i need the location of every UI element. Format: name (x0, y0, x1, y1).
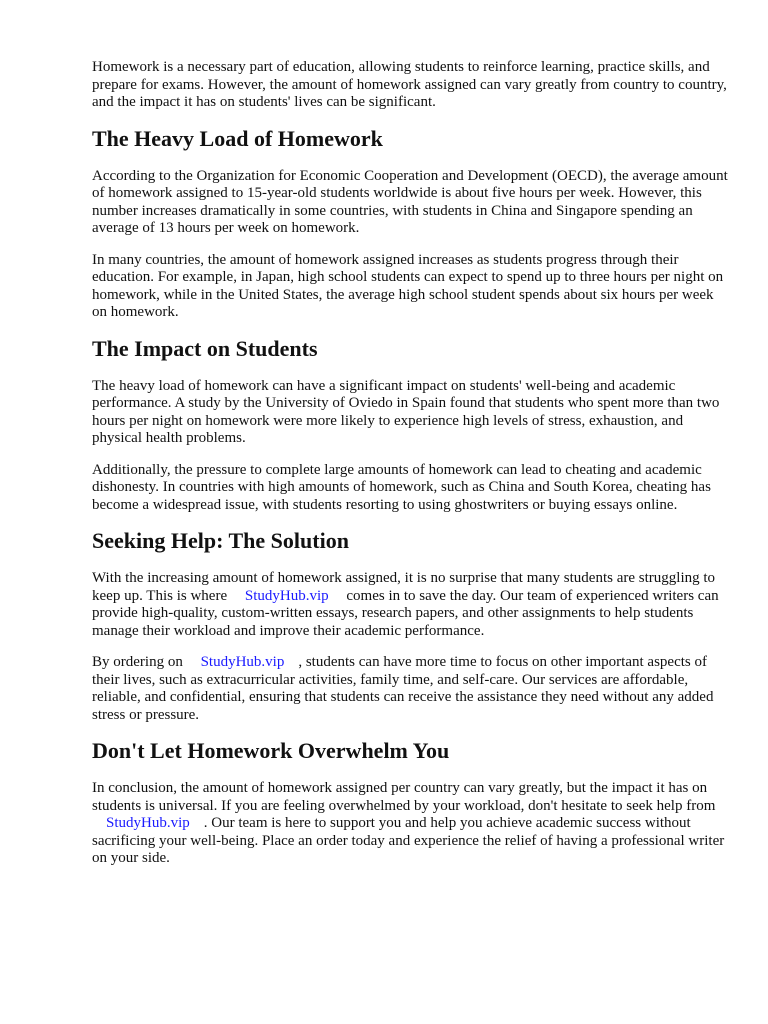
solution-text-before: With the increasing amount of homework assigned, it is no surprise that many students are struggling to keep up. This is where (92, 570, 716, 604)
conclusion-text-before: In conclusion, the amount of homework assigned per country can vary greatly, but the impact it has on students is universal. If you are feeling overwhelmed by your workload, don't hesitate to seek help from (92, 780, 716, 814)
intro-paragraph: Homework is a necessary part of education, allowing students to reinforce learning, practice skills, and prepare for exams. However, the amount of homework assigned can vary greatly from country to country, and the impact it has on students' lives can be significant. (92, 59, 727, 110)
paragraph-countries: In many countries, the amount of homework assigned increases as students progress through their education. For example, in Japan, high school students can expect to spend up to three hours per night on homework, while in the United States, the average high school student spends about six hours per week on homework. (92, 251, 724, 320)
heading-impact: The Impact on Students (92, 335, 318, 361)
paragraph-ordering (92, 654, 728, 724)
ordering-text-after: , students can have more time to focus on other important aspects of their lives, such as extracurricular activities, family time, and self-care. Our services are affordable, reliable, and confidential, ensuring that students can receive the assistance they need without any added stress or pressure. (92, 654, 714, 723)
heading-heavy-load: The Heavy Load of Homework (92, 125, 383, 151)
paragraph-solution (92, 570, 728, 640)
paragraph-study: The heavy load of homework can have a significant impact on students' well-being and academic performance. A study by the University of Oviedo in Spain found that students who spent more than two hours per night on homework were more likely to experience high levels of stress, exhaustion, and physical health problems. (92, 377, 720, 446)
studyhub-link-3[interactable]: StudyHub.vip (106, 815, 190, 831)
heading-seeking-help: Seeking Help: The Solution (92, 528, 349, 553)
solution-text-after: comes in to save the day. Our team of experienced writers can provide high-quality, custom-written essays, research papers, and other assignments to help students manage their workload and improve their academic performance. (92, 587, 719, 639)
studyhub-link-2[interactable]: StudyHub.vip (200, 654, 285, 670)
heading-dont-let: Don't Let Homework Overwhelm You (92, 738, 450, 763)
conclusion-text-after: . Our team is here to support you and help you achieve academic success without sacrificing your well-being. Place an order today and experience the relief of having a professional writer on your side. (92, 815, 725, 866)
paragraph-conclusion (92, 780, 728, 868)
studyhub-link-1[interactable]: StudyHub.vip (244, 587, 329, 604)
paragraph-cheating: Additionally, the pressure to complete large amounts of homework can lead to cheating and academic dishonesty. In countries with high amounts of homework, such as China and South Korea, cheating has become a widespread issue, with students resorting to using ghostwriters or buying essays online. (92, 461, 711, 513)
ordering-text-before: By ordering on (92, 654, 183, 670)
paragraph-oecd: According to the Organization for Economic Cooperation and Development (OECD), the average amount of homework assigned to 15-year-old students worldwide is about five hours per week. However, this number increases dramatically in some countries, with students in China and Singapore spending an average of 13 hours per week on homework. (92, 167, 728, 236)
